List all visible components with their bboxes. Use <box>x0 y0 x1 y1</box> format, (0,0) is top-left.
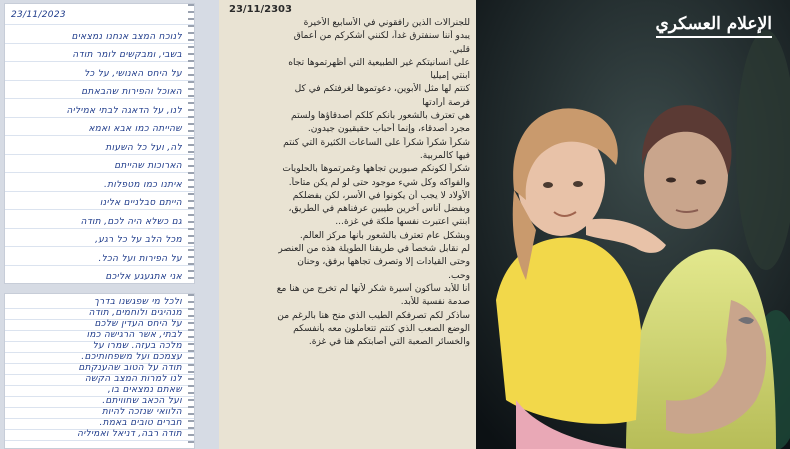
handwritten-line: על הפירות ועל הכל. <box>98 253 182 264</box>
ruled-line <box>5 172 194 173</box>
handwritten-line: מכל הלב על כל רגע, <box>95 235 182 245</box>
letter-line: كنتم لها مثل الأبوين، دعوتموها لغرفتكم في كل <box>294 84 470 95</box>
letter-line: أنا للأبد سأكون أسيرة شكر لأنها لم تخرج من هنا مع <box>276 283 470 294</box>
notebook-binding <box>188 294 194 448</box>
letter-line: وحتى القيادات إلا وتصرف تجاهها برفق، وحنان <box>297 257 470 268</box>
letter-line: فيها كالمربية. <box>419 150 470 161</box>
translated-letter-panel <box>219 0 476 449</box>
ruled-line <box>5 228 194 229</box>
ruled-line <box>5 265 194 266</box>
logo-text: الإعلام العسكري <box>655 14 772 34</box>
letter-line: فرصة أرادتها <box>422 97 470 108</box>
letter-line: قلبي. <box>449 44 470 55</box>
handwritten-line: על היחס האנושי, על כל <box>84 68 182 79</box>
letter-line: وحب. <box>448 270 470 281</box>
logo-underline <box>656 36 773 38</box>
ruled-line <box>5 209 194 210</box>
handwritten-line: הלוואי שנזכה להיות <box>101 407 182 417</box>
ruled-line <box>5 98 194 99</box>
handwritten-line: גם כשלא היה לכם, תודה <box>80 216 182 227</box>
letter-date: 23/11/2303 <box>229 4 292 15</box>
letter-line: والخسائر الصعبة التي أصابتكم هنا في غزة. <box>308 337 470 348</box>
handwritten-line: שהייתה כמו אבא ואמא <box>88 124 182 134</box>
ruled-line <box>5 135 194 136</box>
notebook-binding <box>188 4 194 283</box>
letter-line: للجنرالات الذين رافقوني في الأسابيع الأخيرة <box>303 18 470 28</box>
handwritten-line: ועל הכאב שחוויתם. <box>102 396 182 406</box>
handwritten-line: האוכל והפירות שהבאתם <box>81 87 182 97</box>
note-date: 23/11/2023 <box>11 10 66 20</box>
handwritten-line: הארוכות שהייתם <box>114 161 182 171</box>
letter-line: ابنتي اعتبرت نفسها ملكة في غزة... <box>335 217 470 228</box>
handwritten-line: לה, ועל כל השעות <box>105 142 182 153</box>
ruled-line <box>5 43 194 44</box>
letter-line: ابنتي إميليا <box>430 71 470 82</box>
handwritten-note-page-1 <box>4 3 195 284</box>
handwritten-line: מלכה בעזה. שמרו על <box>92 341 182 351</box>
letter-line: شكراً شكراً شكراً على الساعات الكثيرة التي كنتم <box>283 137 470 148</box>
handwritten-line: לנו למרות המצב הקשה <box>84 374 182 384</box>
handwritten-line: ולכל מי שפגשנו בדרך <box>93 297 182 307</box>
handwritten-line: בשבי, ומבקשים לומר תודה <box>72 50 182 60</box>
handwritten-line: חברים טובים באמת. <box>99 418 182 428</box>
ruled-line <box>5 246 194 247</box>
hostage-photo <box>476 0 790 449</box>
handwritten-line: עצמכם ועל משפחותיכם. <box>81 352 182 362</box>
letter-line: يبدو أننا سنفترق غداً، لكنني أشكركم من أعماق <box>293 31 470 42</box>
handwritten-line: איתנו כמו מטפלות. <box>103 179 182 190</box>
ruled-line <box>5 61 194 62</box>
handwritten-note-page-2 <box>4 293 195 449</box>
letter-body <box>225 17 470 449</box>
letter-line: مجرد أصدقاء، وإنما أحباب حقيقيون جيدون. <box>307 124 470 135</box>
photo-illustration <box>476 0 790 449</box>
ruled-line <box>5 154 194 155</box>
letter-line: الوضع الصعب الذي كنتم تتعاملون معه بأنفسكم <box>293 323 470 334</box>
letter-line: وبفضل أناس آخرين طيبين عرفناهم في الطريق، <box>288 204 470 215</box>
handwritten-line: תודה על הטוב שהענקתם <box>78 363 182 373</box>
letter-line: شكراً لكونكم صبورين تجاهها وغمرتموها بالحلويات <box>282 164 470 175</box>
handwritten-line: הייתם סבלניים אלינו <box>99 198 182 208</box>
letter-line: صدمة نفسية للأبد. <box>400 297 470 308</box>
handwritten-line: שאתם נמצאים בו, <box>107 385 182 395</box>
letter-line: سأذكر لكم تصرفكم الطيب الذي منح هنا بالرغم من <box>277 310 470 321</box>
letter-line: وبشكل عام تعترف بالشعور بأنها مركز العالم. <box>299 230 470 241</box>
handwritten-line: לבתי, אשר הרגישה כמו <box>86 330 182 340</box>
letter-line: هي تعترف بالشعور بأنكم كلكم أصدقاؤها ولستم <box>291 111 470 122</box>
handwritten-notes-panel <box>0 0 219 449</box>
handwritten-line: לנו, על הדאגה לבתי אמיליה <box>66 105 182 116</box>
handwritten-line: מנהיגים ולוחמים, תודה <box>88 308 182 318</box>
handwritten-line: תודה רבה, דניאל ואמיליה <box>77 429 182 439</box>
ruled-line <box>5 80 194 81</box>
handwritten-line: אני אתגעגע אליכם <box>105 272 182 282</box>
letter-line: على انسانيتكم غير الطبيعية التي أظهرتموها تجاه <box>288 57 470 68</box>
letter-line: الأولاد لا يجب أن يكونوا في الأسر، لكن بفضلكم <box>292 190 470 201</box>
letter-line: والفواكه وكل شيء موجود حتى لو لم يكن متاحاً. <box>288 177 470 188</box>
ruled-line <box>5 191 194 192</box>
handwritten-line: לנוכח המצב אנחנו נמצאים <box>71 31 182 42</box>
ruled-line <box>5 24 194 25</box>
media-logo <box>656 14 773 38</box>
ruled-line <box>5 117 194 118</box>
letter-line: لم نقابل شخصاً في طريقنا الطويلة هذه من العنصر <box>278 244 470 255</box>
ruled-line <box>5 440 194 441</box>
handwritten-line: על היחס העדין שלכם <box>94 319 182 329</box>
